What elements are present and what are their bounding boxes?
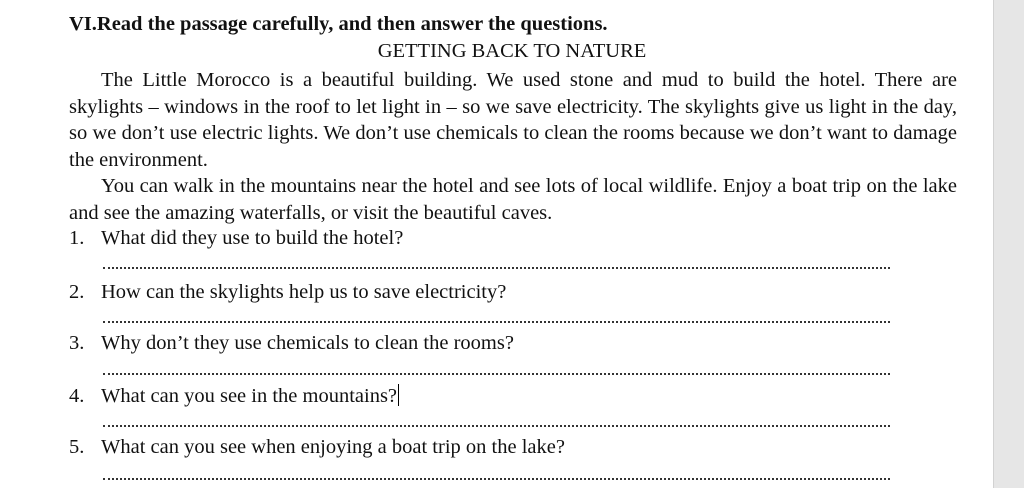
question-text: What did they use to build the hotel?: [101, 227, 404, 249]
question-4: [69, 384, 399, 408]
question-number: 5.: [69, 436, 85, 458]
answer-line-2[interactable]: [103, 321, 890, 323]
question-text: What can you see when enjoying a boat trip on the lake?: [101, 436, 565, 458]
question-5: [69, 436, 565, 459]
question-number: 2.: [69, 281, 85, 303]
question-number: 3.: [69, 332, 85, 354]
text-cursor: [398, 384, 399, 406]
question-number: 1.: [69, 227, 85, 249]
question-2: [69, 281, 506, 304]
answer-line-1[interactable]: [103, 267, 890, 269]
exercise-heading: VI.Read the passage carefully, and then answer the questions.: [69, 13, 608, 35]
passage-title: [0, 40, 1024, 63]
question-text: What can you see in the mountains?: [101, 385, 398, 407]
answer-line-4[interactable]: [103, 425, 890, 427]
answer-line-3[interactable]: [103, 373, 890, 375]
passage-paragraph-1: The Little Morocco is a beautiful building. We used stone and mud to build the hotel. There are skylights – windows in the roof to let light in – so we save electricity. The skylights give us light in the day, so we don’t use electric lights. We don’t use chemicals to clean the rooms because we don’t want to damage the environment.: [69, 69, 957, 171]
page-margin-gutter: [993, 0, 1024, 488]
question-1: [69, 227, 403, 250]
passage-title-text: GETTING BACK TO NATURE: [377, 40, 647, 62]
passage-paragraph-2: You can walk in the mountains near the hotel and see lots of local wildlife. Enjoy a boat trip on the lake and see the amazing waterfalls, or visit the beautiful caves.: [69, 175, 957, 224]
question-text: How can the skylights help us to save electricity?: [101, 281, 507, 303]
question-3: [69, 332, 514, 355]
question-text: Why don’t they use chemicals to clean the rooms?: [101, 332, 514, 354]
answer-line-5[interactable]: [103, 478, 890, 480]
question-number: 4.: [69, 385, 85, 407]
